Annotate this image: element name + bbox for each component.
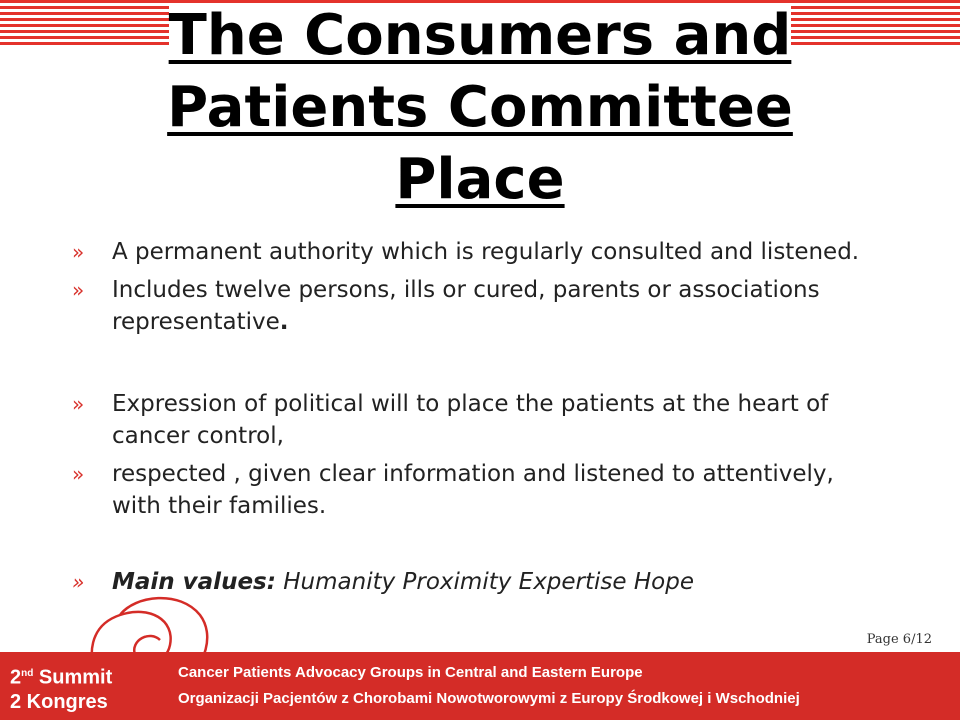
bullet-text: A permanent authority which is regularly consulted and listened. <box>112 239 860 265</box>
summit-word: Summit <box>33 666 113 689</box>
kongres-label: 2 Kongres <box>10 690 108 713</box>
footer-bar <box>0 652 960 720</box>
bullet-item <box>72 458 872 522</box>
bullet-marker: » <box>72 570 85 594</box>
title-line-2: Patients Committee <box>167 75 793 140</box>
bullet-trail: . <box>279 309 289 335</box>
bullet-text: Expression of political will to place the patients at the heart of cancer control, <box>112 391 829 449</box>
bullet-marker: » <box>72 278 85 302</box>
bullet-text: respected , given clear information and listened to attentively, with their families. <box>112 461 834 519</box>
page-title <box>60 0 900 216</box>
bullet-item <box>72 236 872 268</box>
title-line-1: The Consumers and <box>168 3 792 68</box>
title-line-3: Place <box>395 147 565 212</box>
summit-label <box>10 662 112 714</box>
bullet-item <box>72 274 872 338</box>
page-number: Page 6/12 <box>866 632 932 647</box>
bullet-item <box>72 388 872 452</box>
org-name-en: Cancer Patients Advocacy Groups in Central and Eastern Europe <box>178 664 643 681</box>
bullet-lead: Main values: <box>112 569 276 595</box>
summit-number: 2 <box>10 666 22 689</box>
summit-ordinal: nd <box>21 668 34 679</box>
bullet-list <box>72 236 872 598</box>
org-name-pl: Organizacji Pacjentów z Chorobami Nowotworowymi z Europy Środkowej i Wschodniej <box>178 690 800 707</box>
bullet-text: Humanity Proximity Expertise Hope <box>275 569 694 595</box>
bullet-text: Includes twelve persons, ills or cured, parents or associations representative <box>112 277 820 335</box>
bullet-marker: » <box>72 392 85 416</box>
bullet-marker: » <box>72 240 85 264</box>
bullet-marker: » <box>72 462 85 486</box>
